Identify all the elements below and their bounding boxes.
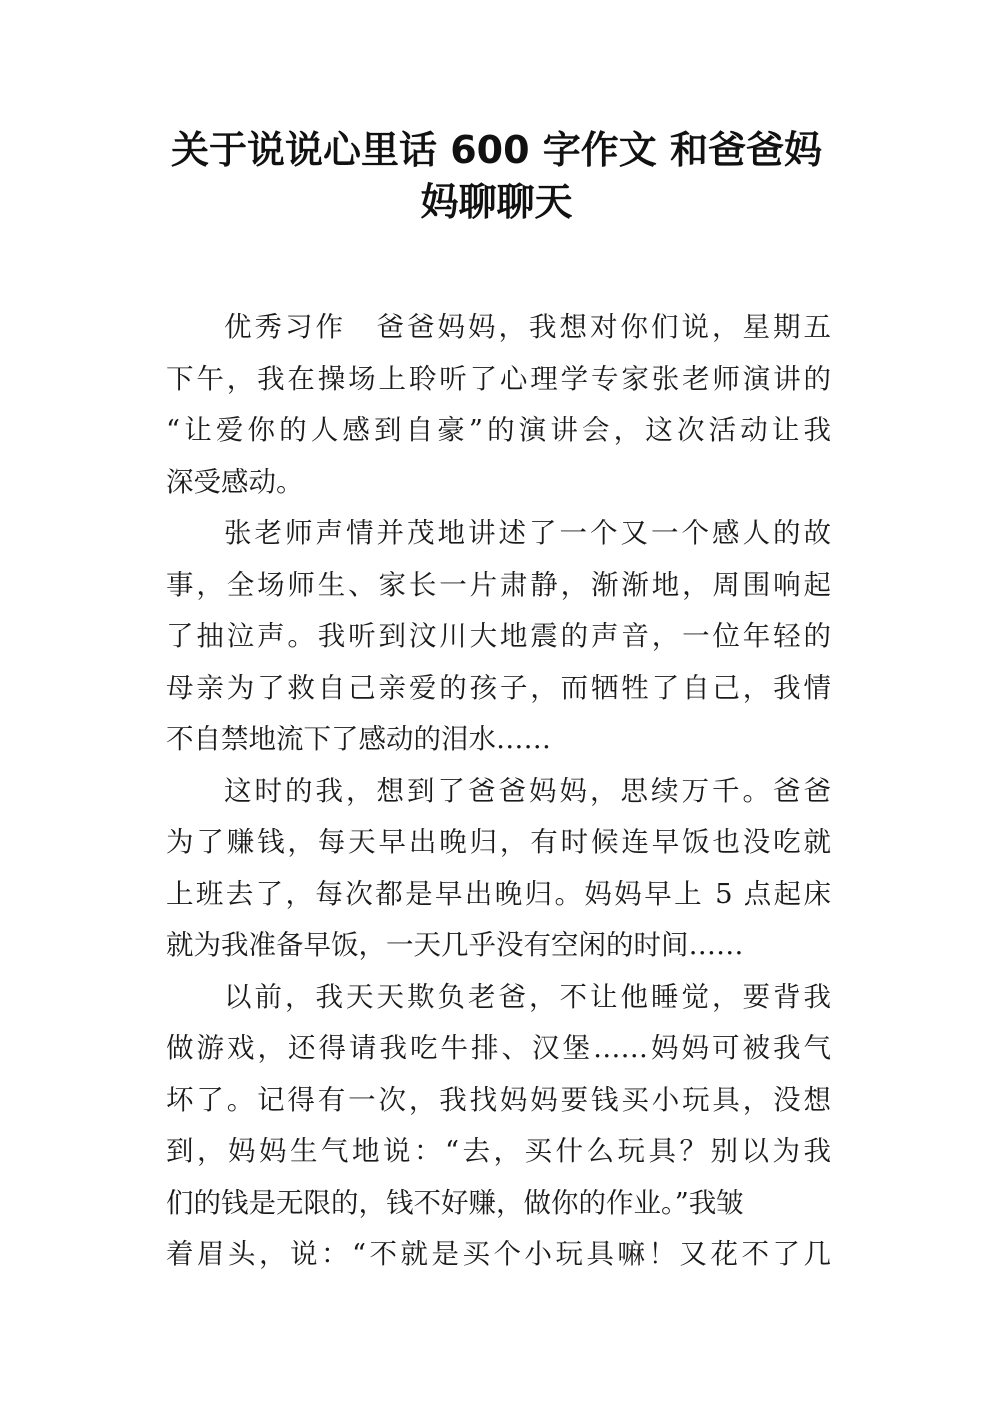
paragraph-line: 事，全场师生、家长一片肃静，渐渐地，周围响起	[166, 568, 831, 601]
paragraph-line: 做游戏，还得请我吃牛排、汉堡……妈妈可被我气	[166, 1032, 831, 1064]
paragraph-4	[166, 972, 831, 1281]
paragraph-line: 不自禁地流下了感动的泪水……	[166, 723, 551, 755]
document-body	[166, 302, 831, 1281]
paragraph-line: 深受感动。	[166, 465, 304, 498]
paragraph-3	[166, 766, 831, 972]
paragraph-line: 母亲为了救自己亲爱的孩子，而牺牲了自己，我情	[166, 671, 831, 704]
document-title	[150, 124, 843, 228]
paragraph-2	[166, 508, 831, 766]
paragraph-line: 为了赚钱，每天早出晚归，有时候连早饭也没吃就	[166, 826, 831, 858]
paragraph-line: 们的钱是无限的，钱不好赚，做你的作业。”我皱	[166, 1186, 744, 1219]
paragraph-line: 这时的我，想到了爸爸妈妈，思续万千。爸爸	[224, 774, 831, 807]
paragraph-line: 上班去了，每次都是早出晚归。妈妈早上 5 点起床	[166, 877, 831, 910]
paragraph-line: 优秀习作 爸爸妈妈，我想对你们说，星期五	[224, 311, 831, 343]
title-line-2: 妈聊聊天	[420, 180, 573, 224]
paragraph-line: 坏了。记得有一次，我找妈妈要钱买小玩具，没想	[166, 1083, 831, 1116]
paragraph-line: 以前，我天天欺负老爸，不让他睡觉，要背我	[224, 980, 831, 1013]
paragraph-line: “让爱你的人感到自豪”的演讲会，这次活动让我	[166, 414, 831, 446]
paragraph-line: 下午，我在操场上聆听了心理学专家张老师演讲的	[166, 362, 831, 395]
paragraph-line: 了抽泣声。我听到汶川大地震的声音，一位年轻的	[166, 620, 831, 652]
paragraph-line: 到，妈妈生气地说：“去，买什么玩具？别以为我	[166, 1135, 831, 1167]
title-line-1: 关于说说心里话 600 字作文 和爸爸妈	[170, 128, 822, 172]
paragraph-line: 着眉头，说：“不就是买个小玩具嘛！又花不了几	[166, 1238, 831, 1270]
paragraph-1	[166, 302, 831, 508]
paragraph-line: 就为我准备早饭，一天几乎没有空闲的时间……	[166, 929, 744, 961]
paragraph-line: 张老师声情并茂地讲述了一个又一个感人的故	[224, 517, 831, 549]
